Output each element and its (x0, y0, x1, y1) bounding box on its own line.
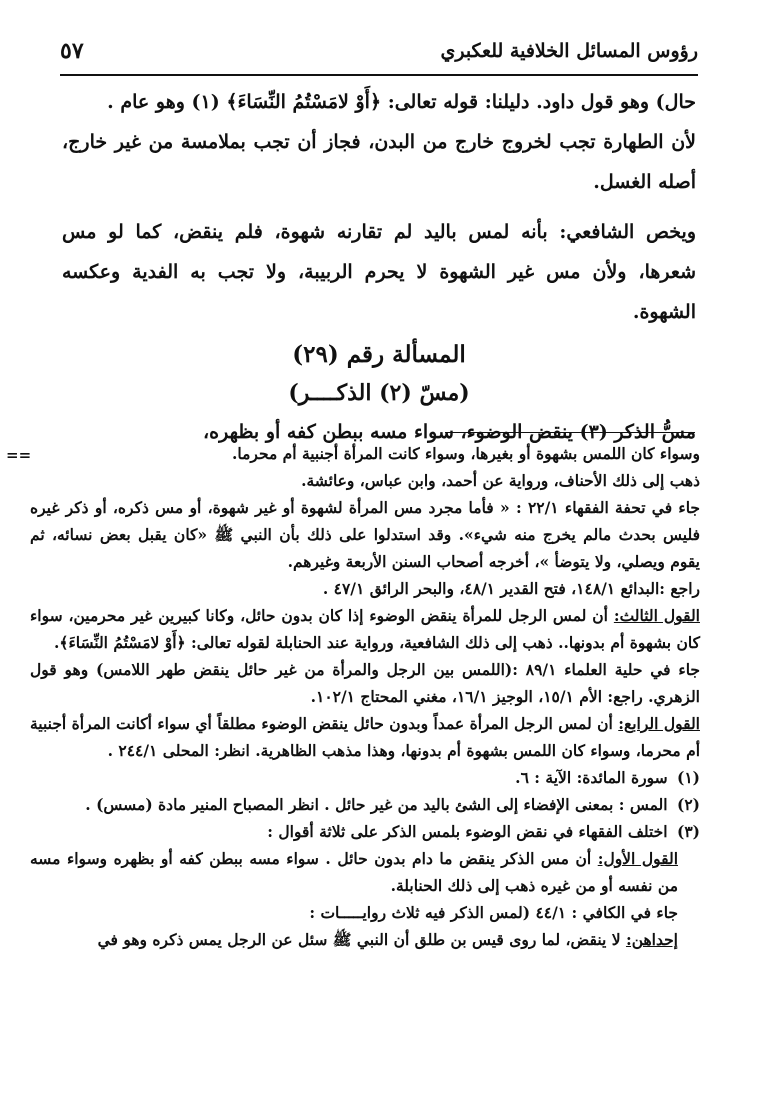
running-title: رؤوس المسائل الخلافية للعكبري (440, 40, 698, 62)
paragraph: حال) وهو قول داود. دليلنا: قوله تعالى: ﴿أَوْ لامَسْتُمُ النِّسَاءَ﴾ (١) وهو عام . (107, 91, 696, 113)
paragraph: مسُّ الذكر (٣) ينقض الوضوء، سواء مسه ببطن كفه أو بظهره، (203, 421, 696, 443)
footnote-entry (30, 791, 700, 818)
continuation-mark-bottom (0, 926, 1, 953)
opinion-text: أن لمس الرجل المرأة عمداً وبدون حائل ينقض الوضوء مطلقاً أي سواء أكانت المرأة أجنبية أم محرما، وسواء كان اللمس بشهوة أم بدونها، وهذا مذهب الظاهرية. انظر: المحلى ٢٤٤/١ . (30, 714, 700, 760)
main-text (62, 82, 696, 452)
footnote-line: ذهب إلى ذلك الأحناف، ورواية عن أحمد، وابن عباس، وعائشة. (301, 471, 700, 490)
continuation-mark-top: == (6, 446, 32, 464)
footnote-line (30, 926, 700, 953)
opinion-label: القول الأول: (597, 849, 678, 868)
footnote-text: اختلف الفقهاء في نقض الوضوء بلمس الذكر على ثلاثة أقوال : (267, 822, 668, 841)
page-header (60, 34, 698, 76)
footnote-line: جاء في تحفة الفقهاء ٢٢/١ : « فأما مجرد مس المرأة لشهوة أو غير شهوة، أو مس ذكره، أو ذكر غيره فليس بحدث مالم يخرج منه شيء». وقد استدلوا على ذلك بأن النبي ﷺ «كان يقبل بعض نسائه، ثم يقوم ويصلي، ولا يتوضأ »، أخرجه أصحاب السنن الأربعة وغيرهم. (30, 498, 701, 571)
paragraph: ويخص الشافعي: بأنه لمس باليد لم تقارنه شهوة، فلم ينقض، كما لو مس شعرها، ولأن مس غير الشهوة لا يحرم الربيبة، ولا تجب به الفدية وعكسه الشهوة. (62, 221, 696, 323)
footnote-entry (30, 818, 700, 845)
footnote-line: جاء في حلية العلماء ٨٩/١ :(اللمس بين الرجل والمرأة من غير حائل ينقض طهر اللامس) وهو قول الزهري. راجع: الأم ١٥/١، الوجيز ١٦/١، مغني المحتاج ١٠٢/١. (30, 660, 700, 706)
footnote-line: جاء في الكافي : ٤٤/١ (لمس الذكر فيه ثلاث روايـــــات : (309, 903, 678, 922)
footnote-separator (445, 432, 695, 433)
page-number: ٥٧ (60, 38, 84, 64)
footnotes (6, 440, 701, 953)
footnote-number: (٢) (676, 795, 700, 814)
opinion-text: أن لمس الرجل للمرأة ينقض الوضوء إذا كان بدون حائل، وكانا كبيرين غير محرمين، سواء كان بشهوة أم بدونها.. ذهب إلى ذلك الشافعية، ورواية عند الحنابلة لقوله تعالى: ﴿أَوْ لامَسْتُمُ النِّسَاءَ﴾. (30, 606, 700, 652)
opinion-label: إحداهن: (625, 930, 678, 949)
footnote-line (30, 710, 700, 764)
opinion-text: أن مس الذكر ينقض ما دام بدون حائل . سواء مسه ببطن كفه أو بظهره وسواء مسه من نفسه أو من غيره ذهب إلى ذلك الحنابلة. (30, 849, 678, 895)
footnote-entry (30, 764, 700, 791)
question-title: المسألة رقم (٢٩) (292, 341, 466, 368)
footnote-line: راجع :البدائع ١٤٨/١، فتح القدير ٤٨/١، والبحر الرائق ٤٧/١ . (322, 579, 700, 598)
footnote-text: سورة المائدة: الآية : ٦. (515, 768, 668, 787)
footnote-text: المس : بمعنى الإفضاء إلى الشئ باليد من غير حائل . انظر المصباح المنير مادة (مسس) . (85, 795, 668, 814)
opinion-label: القول الثالث: (613, 606, 700, 625)
question-subtitle: (مسّ (٢) الذكــــر) (288, 380, 470, 406)
footnote-number: (٣) (676, 822, 700, 841)
opinion-text: لا ينقض، لما روى قيس بن طلق أن النبي ﷺ سئل عن الرجل يمس ذكره وهو في (97, 930, 626, 949)
opinion-label: القول الرابع: (618, 714, 700, 733)
paragraph: لأن الطهارة تجب لخروج خارج من البدن، فجاز أن تجب بملامسة من غير خارج، أصله الغسل. (62, 131, 696, 193)
footnote-line: وسواء كان اللمس بشهوة أو بغيرها، وسواء كانت المرأة أجنبية أم محرما. (231, 444, 700, 463)
footnote-number: (١) (676, 768, 700, 787)
footnote-line (30, 845, 700, 899)
footnote-line (30, 602, 700, 656)
